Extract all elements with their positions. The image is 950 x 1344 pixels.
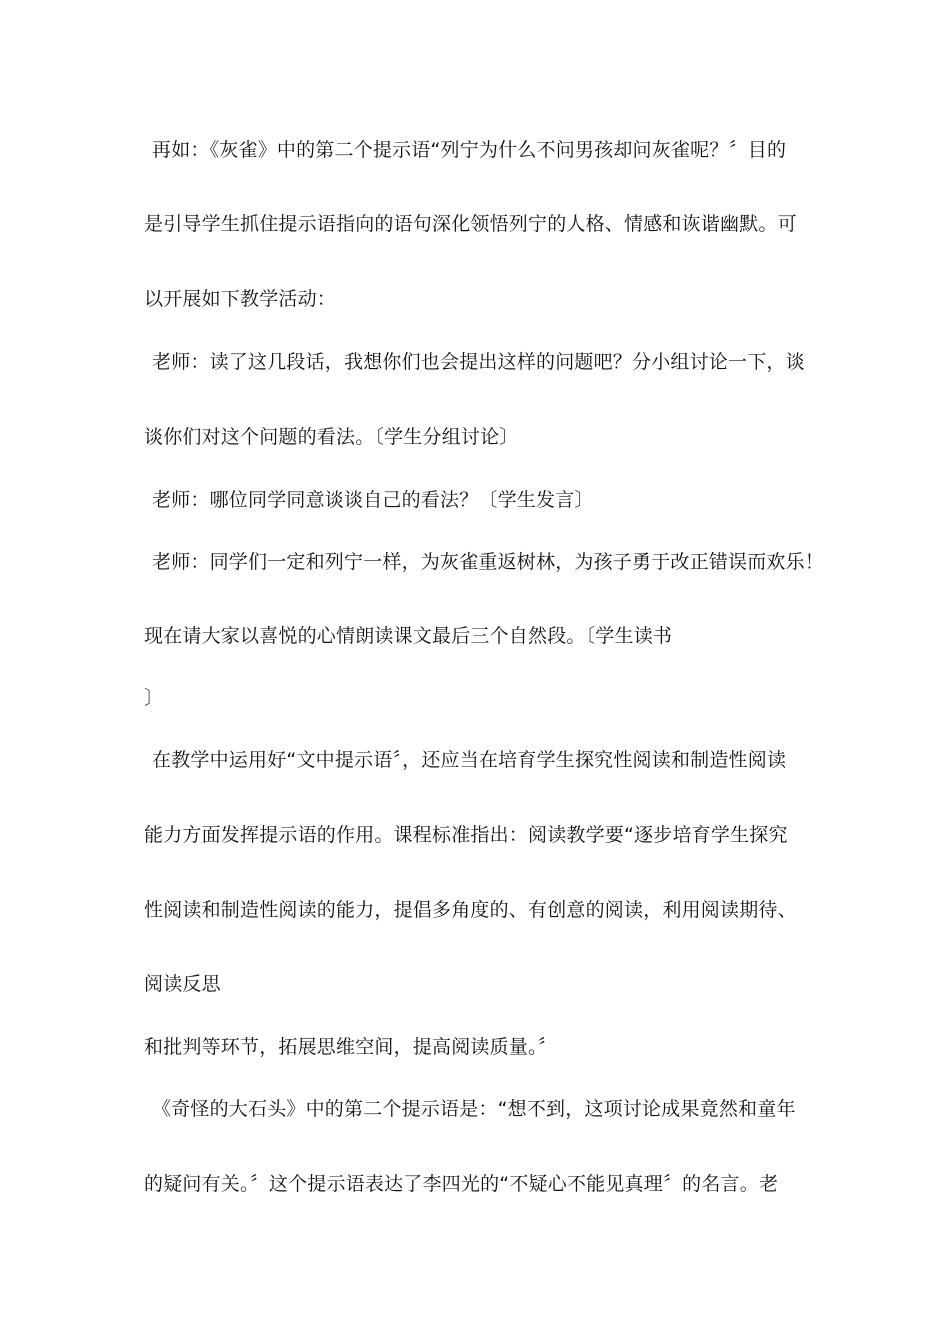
- paragraph-line-16: 的疑问有关。〞这个提示语表达了李四光的“不疑心不能见真理〞的名言。老: [144, 1173, 779, 1195]
- paragraph-line-3: 以开展如下教学活动：: [144, 288, 337, 310]
- paragraph-line-8: 现在请大家以喜悦的心情朗读课文最后三个自然段。〔学生读书: [144, 625, 673, 647]
- paragraph-line-13: 阅读反思: [144, 973, 221, 995]
- paragraph-line-9: 〕: [144, 687, 164, 709]
- paragraph-line-11: 能力方面发挥提示语的作用。课程标准指出：阅读教学要“逐步培育学生探究: [144, 824, 788, 846]
- paragraph-line-2: 是引导学生抓住提示语指向的语句深化领悟列宁的人格、情感和诙谐幽默。可: [144, 213, 797, 235]
- paragraph-line-12: 性阅读和制造性阅读的能力，提倡多角度的、有创意的阅读，利用阅读期待、: [144, 899, 797, 921]
- paragraph-line-5: 谈你们对这个问题的看法。〔学生分组讨论〕: [144, 426, 519, 448]
- paragraph-line-10: 在教学中运用好“文中提示语〞，还应当在培育学生探究性阅读和制造性阅读: [152, 749, 787, 771]
- paragraph-line-15: 《奇怪的大石头》中的第二个提示语是：“想不到，这项讨论成果竟然和童年: [152, 1098, 796, 1120]
- paragraph-line-1: 再如：《灰雀》中的第二个提示语“列宁为什么不问男孩却问灰雀呢？〞目的: [152, 139, 787, 161]
- paragraph-line-14: 和批判等环节，拓展思维空间，提高阅读质量。〞: [144, 1036, 557, 1058]
- paragraph-line-7: 老师：同学们一定和列宁一样，为灰雀重返树林，为孩子勇于改正错误而欢乐！: [152, 551, 825, 573]
- paragraph-line-6: 老师：哪位同学同意谈谈自己的看法？〔学生发言〕: [152, 489, 594, 511]
- paragraph-line-4: 老师：读了这几段话，我想你们也会提出这样的问题吧？分小组讨论一下，谈: [152, 351, 805, 373]
